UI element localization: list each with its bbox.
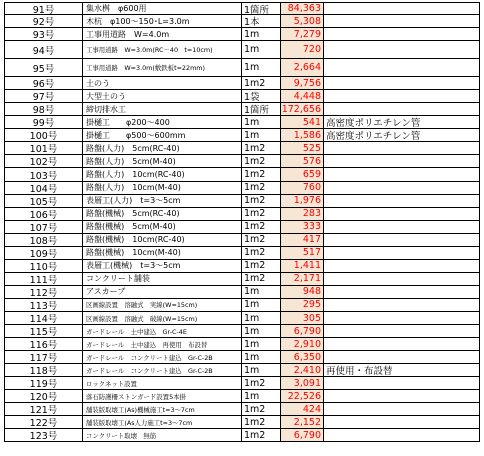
item-name: 締切排水工 (83, 103, 242, 116)
item-note (324, 15, 480, 28)
table-row (4, 286, 480, 299)
table-row (4, 195, 480, 208)
item-note (324, 286, 480, 299)
item-number: 113号 (4, 299, 83, 312)
item-note (324, 41, 480, 59)
item-note (324, 260, 480, 273)
table-row (4, 351, 480, 364)
item-name: 木杭 φ100～150･L=3.0m (83, 15, 242, 28)
item-name: 路盤(人力) 5cm(RC-40) (83, 142, 242, 155)
item-name: 工事用道路 W=4.0m (83, 28, 242, 41)
item-note (324, 77, 480, 90)
item-number: 105号 (4, 195, 83, 208)
item-number: 120号 (4, 390, 83, 403)
item-name: 土のう (83, 77, 242, 90)
table-row (4, 234, 480, 247)
item-number: 103号 (4, 168, 83, 181)
item-note (324, 2, 480, 15)
item-number: 121号 (4, 403, 83, 416)
item-number: 100号 (4, 129, 83, 142)
item-unit: 1m2 (242, 195, 281, 208)
item-note (324, 59, 480, 77)
item-number: 110号 (4, 260, 83, 273)
item-unit: 1m2 (242, 142, 281, 155)
item-number: 114号 (4, 312, 83, 325)
item-name: 路盤(機械) 10cm(M-40) (83, 247, 242, 260)
table-row (4, 142, 480, 155)
item-price: 1,411 (281, 260, 324, 273)
item-unit: 1m2 (242, 416, 281, 429)
item-unit: 1m2 (242, 208, 281, 221)
item-unit: 1m2 (242, 155, 281, 168)
table-row (4, 90, 480, 103)
item-note (324, 195, 480, 208)
item-number: 104号 (4, 182, 83, 195)
item-note (324, 299, 480, 312)
table-row (4, 103, 480, 116)
item-note (324, 273, 480, 286)
item-name: 舗装版取壊工(As人力施工t=3～7cm (83, 416, 242, 429)
item-number: 94号 (4, 41, 83, 59)
item-unit: 1m (242, 338, 281, 351)
item-note (324, 429, 480, 442)
table-row (4, 390, 480, 403)
item-name: コンクリート取壊 無筋 (83, 429, 242, 442)
item-price: 22,526 (281, 390, 324, 403)
item-unit: 1袋 (242, 90, 281, 103)
item-price: 3,091 (281, 377, 324, 390)
item-name: 工事用道路 W=3.0m(RC－40 t=10cm) (83, 41, 242, 59)
item-name: 路盤(機械) 5cm(M-40) (83, 221, 242, 234)
item-number: 123号 (4, 429, 83, 442)
table-row (4, 299, 480, 312)
item-unit: 1箇所 (242, 2, 281, 15)
item-price: 2,171 (281, 273, 324, 286)
item-number: 91号 (4, 2, 83, 15)
item-price: 424 (281, 403, 324, 416)
item-note (324, 234, 480, 247)
item-price: 576 (281, 155, 324, 168)
item-price: 659 (281, 168, 324, 181)
item-name: 路盤(機械) 5cm(RC-40) (83, 208, 242, 221)
table-row (4, 260, 480, 273)
item-unit: 1m (242, 129, 281, 142)
item-name: ガードレール コンクリート建込 Gr-C-2B (83, 351, 242, 364)
item-note (324, 90, 480, 103)
table-row (4, 116, 480, 129)
item-number: 99号 (4, 116, 83, 129)
item-name: 舗装版取壊工(As)機械施工t=3～7cm (83, 403, 242, 416)
item-name: 路盤(人力) 5cm(M-40) (83, 155, 242, 168)
item-price: 2,910 (281, 338, 324, 351)
item-price: 1,976 (281, 195, 324, 208)
item-price: 4,448 (281, 90, 324, 103)
item-number: 96号 (4, 77, 83, 90)
item-number: 97号 (4, 90, 83, 103)
item-note: 高密度ポリエチレン管 (324, 129, 480, 142)
item-number: 102号 (4, 155, 83, 168)
table-row (4, 429, 480, 442)
item-unit: 1m2 (242, 182, 281, 195)
item-number: 111号 (4, 273, 83, 286)
table-row (4, 273, 480, 286)
item-number: 101号 (4, 142, 83, 155)
table-row (4, 221, 480, 234)
item-note (324, 142, 480, 155)
item-unit: 1m (242, 351, 281, 364)
item-unit: 1m (242, 390, 281, 403)
item-unit: 1m2 (242, 403, 281, 416)
item-note (324, 182, 480, 195)
item-name: アスカーブ (83, 286, 242, 299)
item-unit: 1m (242, 325, 281, 338)
item-unit: 1m (242, 312, 281, 325)
item-number: 117号 (4, 351, 83, 364)
item-number: 93号 (4, 28, 83, 41)
item-price: 525 (281, 142, 324, 155)
table-row (4, 41, 480, 59)
item-price: 2,152 (281, 416, 324, 429)
item-name: ガードレール 土中建込 Gr-C-4E (83, 325, 242, 338)
item-note (324, 416, 480, 429)
item-number: 118号 (4, 364, 83, 377)
item-name: コンクリート舗装 (83, 273, 242, 286)
item-unit: 1m (242, 116, 281, 129)
item-name: 区画線設置 溶融式 破線(W=15cm) (83, 312, 242, 325)
item-name: 路盤(機械) 10cm(RC-40) (83, 234, 242, 247)
item-price: 760 (281, 182, 324, 195)
table-row (4, 312, 480, 325)
item-unit: 1m2 (242, 247, 281, 260)
item-name: ガードレール 土中建込 再使用 布設替 (83, 338, 242, 351)
item-unit: 1m2 (242, 260, 281, 273)
item-note (324, 377, 480, 390)
item-number: 95号 (4, 59, 83, 77)
item-number: 116号 (4, 338, 83, 351)
price-table (4, 2, 480, 442)
item-note (324, 103, 480, 116)
item-price: 541 (281, 116, 324, 129)
item-price: 720 (281, 41, 324, 59)
item-name: 工事用道路 W=3.0m(敷鉄板t=22mm) (83, 59, 242, 77)
item-price: 2,664 (281, 59, 324, 77)
item-number: 106号 (4, 208, 83, 221)
item-unit: 1箇所 (242, 103, 281, 116)
item-unit: 1m (242, 41, 281, 59)
item-price: 517 (281, 247, 324, 260)
item-note (324, 351, 480, 364)
table-row (4, 325, 480, 338)
table-row (4, 182, 480, 195)
item-unit: 1m (242, 286, 281, 299)
item-unit: 1m2 (242, 273, 281, 286)
item-number: 107号 (4, 221, 83, 234)
item-name: 集水桝 φ600用 (83, 2, 242, 15)
table-row (4, 129, 480, 142)
item-unit: 1m2 (242, 77, 281, 90)
item-price: 283 (281, 208, 324, 221)
item-note (324, 168, 480, 181)
item-note (324, 403, 480, 416)
item-name: ロックネット設置 (83, 377, 242, 390)
item-note: 再使用・布設替 (324, 364, 480, 377)
item-name: 大型土のう (83, 90, 242, 103)
item-name: 路盤(人力) 10cm(RC-40) (83, 168, 242, 181)
table-row (4, 15, 480, 28)
item-note (324, 221, 480, 234)
item-note: 高密度ポリエチレン管 (324, 116, 480, 129)
item-number: 112号 (4, 286, 83, 299)
item-number: 119号 (4, 377, 83, 390)
item-number: 122号 (4, 416, 83, 429)
item-note (324, 247, 480, 260)
item-price: 1,586 (281, 129, 324, 142)
item-price: 948 (281, 286, 324, 299)
item-number: 108号 (4, 234, 83, 247)
item-number: 98号 (4, 103, 83, 116)
table-row (4, 208, 480, 221)
item-price: 6,790 (281, 325, 324, 338)
item-name: 掛樋工 φ200～400 (83, 116, 242, 129)
item-unit: 1m (242, 299, 281, 312)
item-unit: 1m2 (242, 221, 281, 234)
item-price: 2,410 (281, 364, 324, 377)
item-name: ガードレール コンクリート建込 Gr-C-2B (83, 364, 242, 377)
item-note (324, 338, 480, 351)
table-row (4, 364, 480, 377)
item-note (324, 28, 480, 41)
item-unit: 1本 (242, 15, 281, 28)
table-row (4, 28, 480, 41)
table-row (4, 377, 480, 390)
item-number: 92号 (4, 15, 83, 28)
table-row (4, 403, 480, 416)
item-note (324, 325, 480, 338)
item-price: 5,308 (281, 15, 324, 28)
item-price: 295 (281, 299, 324, 312)
item-note (324, 208, 480, 221)
item-name: 路盤(人力) 10cm(M-40) (83, 182, 242, 195)
item-unit: 1m (242, 364, 281, 377)
item-name: 区画線設置 溶融式 実線(W=15cm) (83, 299, 242, 312)
item-price: 172,656 (281, 103, 324, 116)
item-note (324, 312, 480, 325)
item-name: 表層工(人力) t=3～5cm (83, 195, 242, 208)
item-unit: 1m (242, 28, 281, 41)
item-note (324, 155, 480, 168)
item-price: 7,279 (281, 28, 324, 41)
item-unit: 1m2 (242, 234, 281, 247)
item-price: 6,790 (281, 429, 324, 442)
item-price: 6,350 (281, 351, 324, 364)
table-row (4, 416, 480, 429)
item-price: 9,756 (281, 77, 324, 90)
item-name: 落石防護柵ストンガード設置5本掛 (83, 390, 242, 403)
item-unit: 1m (242, 59, 281, 77)
item-number: 109号 (4, 247, 83, 260)
table-row (4, 247, 480, 260)
item-unit: 1m2 (242, 377, 281, 390)
table-row (4, 155, 480, 168)
item-price: 333 (281, 221, 324, 234)
table-row (4, 77, 480, 90)
item-unit: 1m2 (242, 168, 281, 181)
item-price: 305 (281, 312, 324, 325)
item-note (324, 390, 480, 403)
item-unit: 1m2 (242, 429, 281, 442)
item-price: 84,363 (281, 2, 324, 15)
item-price: 417 (281, 234, 324, 247)
item-number: 115号 (4, 325, 83, 338)
table-row (4, 338, 480, 351)
item-name: 掛樋工 φ500～600mm (83, 129, 242, 142)
table-row (4, 2, 480, 15)
table-row (4, 59, 480, 77)
table-row (4, 168, 480, 181)
item-name: 表層工(機械) t=3～5cm (83, 260, 242, 273)
